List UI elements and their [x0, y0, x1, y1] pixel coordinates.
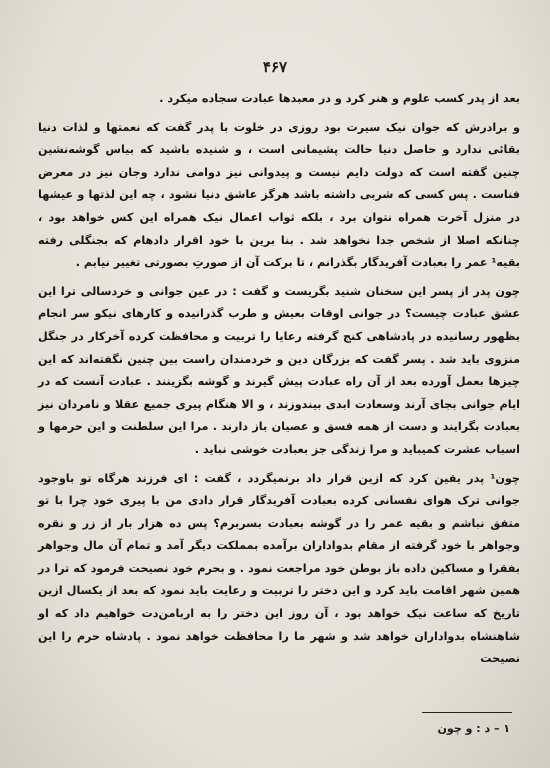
- body-text: [38, 88, 520, 671]
- paragraph: بعد از پدر کسب علوم و هنر کرد و در معبدها عبادت سجاده میکرد .: [159, 92, 520, 105]
- paragraph: چون¹ پدر یقین کرد که ازین قرار داد برنمیگردد ، گفت : ای فرزند هرگاه تو باوجود جوانی ترک هوای نفسانی کرده بعبادت آفریدگار قرار دادی من با پیری خود چرا با تو متفق نباشم و بقیه عمر را در گوشه بعبادت بسربرم؟ پس ده هزار بار از زر و نقره وجواهر با خود گرفته از مقام بدواداران برآمده بمملکت دیگر آمد و تمام آن مال وجواهر بفقرا و مساکین داده باز بوطن خود مراجعت نمود . و بحرم خود نصیحت فرمود که ترا در همین شهر اقامت باید کرد و این دختر را تربیت و رعایت باید نمود که بعد از یکسال ازین تاریخ که ساعت نیک خواهد بود ، آن روز این دختر را به اربامن‌دت خواهیم داد که او شاهنشاه بدواداران خواهد شد و شهر ما را محافظت خواهد نمود . پادشاه حرم را این نصیحت: [38, 471, 520, 666]
- footnote: ۱ – د : و چون: [437, 722, 510, 735]
- paragraph: چون پدر از پسر این سخنان شنید بگریست و گفت : در عین جوانی و خردسالی ترا این عشق عبادت چیست؟ در جوانی اوقات بعیش و طرب گذرانیده و کارهای نیکو سر انجام بظهور رسانیده در پادشاهی کنج گرفته رعایا را تربیت و محافظت کرده آخرکار در جنگل منزوی باید شد . پسر گفت که بزرگان دین و خردمندان راست بین چنین نگفته‌اند که این چیزها بعمل آورده بعد از آن راه عبادت پیش گیرند و گوشه بگزینند . عبادت آنست که در ایام جوانی بجای آرند وسعادت ابدی بیندوزند ، و الا هنگام پیری جمیع عقلا و نامردان نیز بعبادت بگرایند و دست از همه فسق و عصیان باز دارند . مرا این سلطنت و این حرمها و اسباب عشرت کمیباید و مرا زندگی جز بعبادت خوشی نباید .: [38, 284, 520, 456]
- page-number: ۴۶۷: [262, 58, 288, 76]
- paragraph: و برادرش که جوان نیک سیرت بود روزی در خلوت با پدر گفت که نعمتها و لذات دنیا بقائی ندارد و حاصل دنیا حالت پشیمانی است ، و شنیده باشید که بیاس گوشه‌نشین چنین گفته است که دولت دایم نیست و پیدوانی نیز دوامی ندارد وجان نیز در معرض فناست . پس کسی که شربی داشته باشد هرگز عاشق دنیا نشود ، چه این لذتها و عیشها در منزل آخرت همراه نتوان برد ، بلکه ثواب اعمال نیک همراه این کس خواهد بود ، چنانکه اصلا از شخص جدا نخواهد شد . بنا برین با خود اقرار دادهام که بجنگلی رفته بقیه¹ عمر را بعبادت آفریدگار بگذرانم ، تا برکت آن از صورتِ بصورتی تغییر نیابم .: [38, 120, 520, 270]
- footnote-divider: [422, 712, 512, 713]
